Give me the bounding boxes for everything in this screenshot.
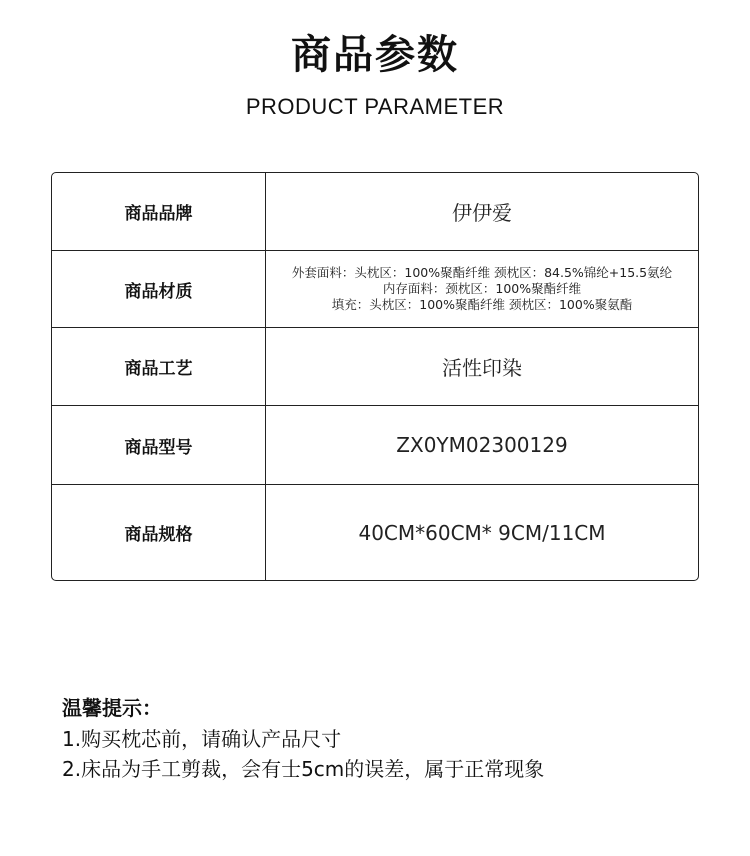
tips-line: 2.床品为手工剪裁，会有士5cm的误差，属于正常现象 (62, 757, 545, 781)
tips-section (62, 692, 544, 784)
model-value: ZX0YM02300129 (266, 406, 698, 485)
material-line: 填充：头枕区：100%聚酯纤维 颈枕区：100%聚氨酯 (331, 297, 633, 312)
material-label: 商品材质 (52, 251, 266, 328)
page-subtitle: PRODUCT PARAMETER (245, 94, 505, 119)
craft-value: 活性印染 (266, 328, 698, 406)
page-title: 商品参数 (291, 32, 459, 78)
brand-value: 伊伊爱 (266, 173, 698, 251)
brand-label: 商品品牌 (52, 173, 266, 251)
material-line: 内存面料：颈枕区：100%聚酯纤维 (382, 281, 582, 296)
spec-label: 商品规格 (52, 485, 266, 580)
parameter-table (51, 172, 699, 581)
tips-line: 1.购买枕芯前，请确认产品尺寸 (62, 727, 342, 751)
spec-value: 40CM*60CM* 9CM/11CM (358, 520, 606, 545)
tips-title: 温馨提示： (62, 696, 162, 720)
material-value (266, 251, 698, 328)
model-label: 商品型号 (52, 406, 266, 485)
material-line: 外套面料：头枕区：100%聚酯纤维 颈枕区：84.5%锦纶+15.5氨纶 (291, 265, 673, 280)
craft-label: 商品工艺 (52, 328, 266, 406)
